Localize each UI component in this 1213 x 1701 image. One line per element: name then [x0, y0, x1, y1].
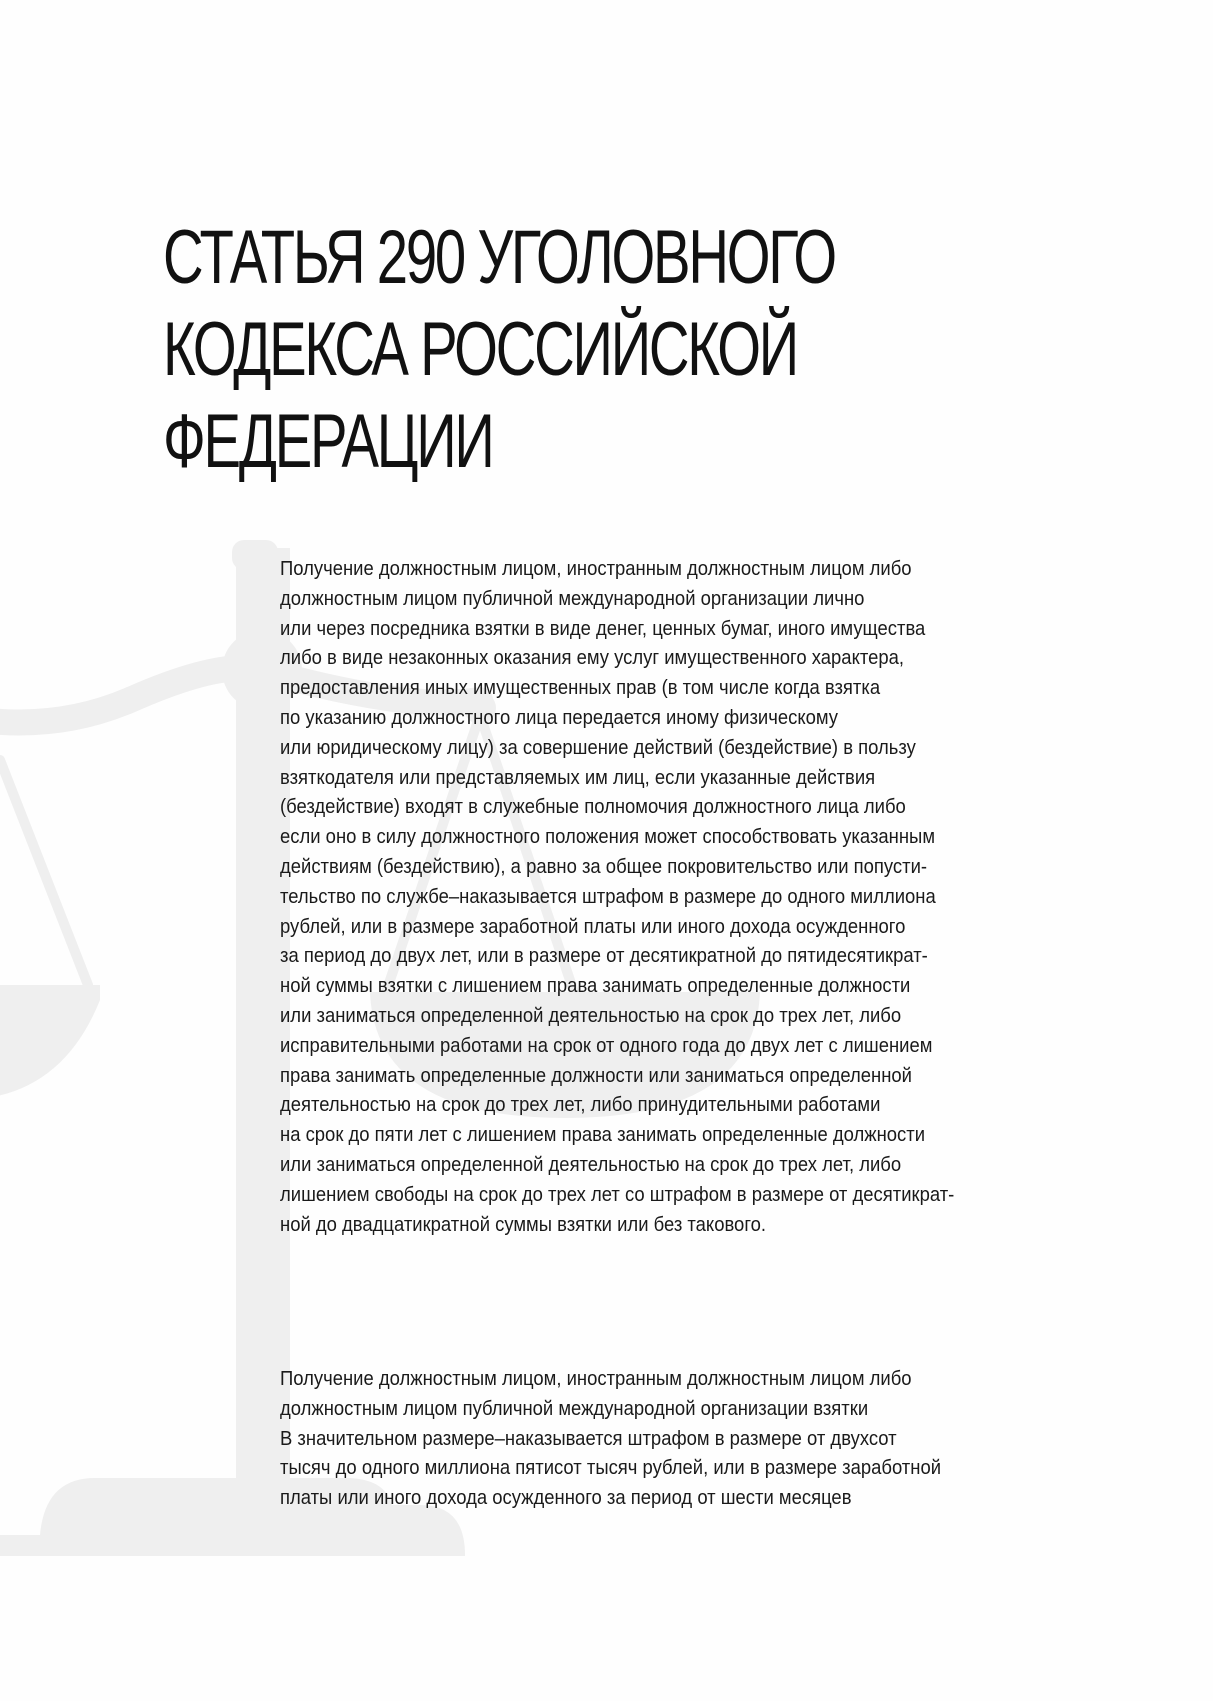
- text-line: на срок до пяти лет с лишением права занимать определенные должности: [280, 1123, 926, 1147]
- text-line: Получение должностным лицом, иностранным должностным лицом либо: [280, 557, 912, 580]
- text-line: (бездействие) входят в служебные полномочия должностного лица либо: [280, 795, 906, 819]
- text-line: либо в виде незаконных оказания ему услуг имущественного характера,: [280, 646, 904, 670]
- text-line: деятельностью на срок до трех лет, либо принудительными работами: [280, 1093, 881, 1117]
- text-line: по указанию должностного лица передается иному физическому: [280, 705, 838, 729]
- page-title-line: СТАТЬЯ 290 УГОЛОВНОГО: [163, 215, 835, 300]
- scale-left-pan: [0, 985, 100, 1100]
- text-line: за период до двух лет, или в размере от десятикратной до пятидесятикрат-: [280, 944, 928, 968]
- scale-finial: [232, 540, 278, 570]
- text-line: ной до двадцатикратной суммы взятки или без такового.: [280, 1212, 767, 1236]
- text-line: или юридическому лицу) за совершение действий (бездействие) в пользу: [280, 735, 916, 759]
- scale-left-string: [0, 760, 88, 985]
- text-line: лишением свободы на срок до трех лет со штрафом в размере от десятикрат-: [280, 1182, 955, 1206]
- text-line: платы или иного дохода осужденного за период от шести месяцев: [280, 1486, 852, 1510]
- text-line: должностным лицом публичной международной организации лично: [280, 586, 865, 610]
- text-line: В значительном размере–наказывается штрафом в размере от двухсот: [280, 1426, 897, 1450]
- text-line: или через посредника взятки в виде денег, ценных бумаг, иного имущества: [280, 616, 926, 640]
- text-line: или заниматься определенной деятельностью на срок до трех лет, либо: [280, 1152, 902, 1176]
- text-line: ной суммы взятки с лишением права занимать определенные должности: [280, 974, 911, 998]
- text-line: исправительными работами на срок от одного года до двух лет с лишением: [280, 1033, 933, 1057]
- page-title-line: КОДЕКСА РОССИЙСКОЙ: [163, 307, 797, 392]
- text-line: предоставления иных имущественных прав (в том числе когда взятка: [280, 676, 881, 700]
- page-title-line: ФЕДЕРАЦИИ: [163, 399, 493, 484]
- article-paragraph-2: [280, 1364, 941, 1513]
- text-line: действиям (бездействию), а равно за общее покровительство или попусти-: [280, 854, 928, 878]
- text-line: тысяч до одного миллиона пятисот тысяч рублей, или в размере заработной: [280, 1456, 942, 1480]
- text-line: если оно в силу должностного положения может способствовать указанным: [280, 825, 936, 849]
- text-line: взяткодателя или представляемых им лиц, если указанные действия: [280, 765, 876, 789]
- text-line: права занимать определенные должности или заниматься определенной: [280, 1063, 912, 1087]
- text-line: Получение должностным лицом, иностранным должностным лицом либо: [280, 1367, 912, 1390]
- text-line: или заниматься определенной деятельностью на срок до трех лет, либо: [280, 1003, 902, 1027]
- article-paragraph-1: [280, 554, 954, 1239]
- text-line: должностным лицом публичной международной организации взятки: [280, 1396, 869, 1420]
- text-line: рублей, или в размере заработной платы или иного дохода осужденного: [280, 914, 906, 938]
- page-title: [163, 212, 835, 488]
- text-line: тельство по службе–наказывается штрафом в размере до одного миллиона: [280, 884, 936, 908]
